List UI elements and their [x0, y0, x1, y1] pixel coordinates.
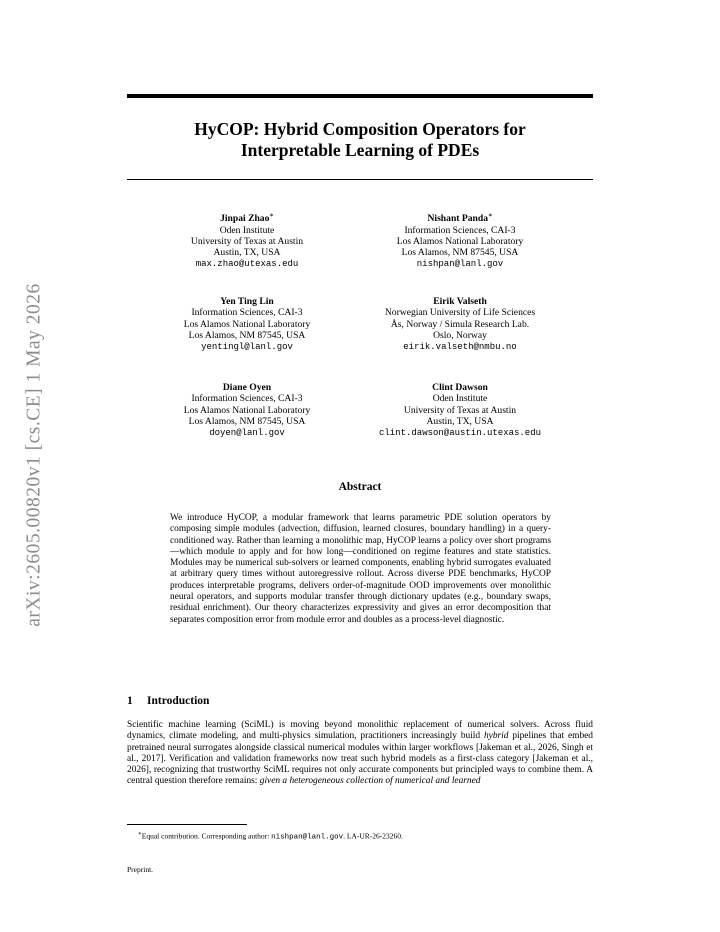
author-affiliation-line: Austin, TX, USA	[213, 247, 281, 259]
author-affiliation-line: Oden Institute	[219, 224, 275, 236]
author-mark: ∗	[269, 212, 274, 219]
author-affiliation-line: Oden Institute	[432, 393, 488, 405]
author-affiliation-line: Los Alamos National Laboratory	[396, 236, 524, 247]
author-email[interactable]: eirik.valseth@nmbu.no	[403, 341, 517, 352]
paper-title-line-1: HyCOP: Hybrid Composition Operators for	[194, 119, 526, 139]
section-number: 1	[127, 695, 133, 707]
arxiv-identifier-text: arXiv:2605.00820v1 [cs.CE] 1 May 2026	[24, 283, 45, 627]
footnote	[138, 829, 588, 843]
introduction-text: pipelines that embed pretrained neural surrogates alongside classical numerical modules within larger workflows [Jakeman et al., 2026, Singh et al., 2017]. Verification and validation frameworks now treat such hybrid models as a first-class category [Jakeman et al., 2026], recognizing that trustworthy SciML requires not only accurate components but principled ways to combine them. A central question therefore remains:	[127, 731, 593, 787]
author-affiliation-line: Los Alamos, NM 87545, USA	[188, 330, 306, 342]
footnote-rule	[127, 824, 247, 825]
author-name: Nishant Panda	[427, 213, 488, 225]
abstract-heading: Abstract	[338, 481, 382, 493]
author-email[interactable]: yentingl@lanl.gov	[201, 341, 293, 352]
introduction-emphasis: hybrid	[483, 731, 509, 742]
section-title: Introduction	[147, 695, 210, 707]
author-email[interactable]: doyen@lanl.gov	[209, 427, 285, 438]
footnote-text: . LA-UR-26-23260.	[343, 831, 403, 841]
author-block	[127, 210, 593, 450]
section-heading-introduction	[127, 695, 209, 707]
author-affiliation-line: University of Texas at Austin	[190, 236, 304, 247]
author-affiliation-line: Los Alamos National Laboratory	[183, 404, 311, 416]
arxiv-identifier-stamp	[18, 265, 52, 645]
author-name: Yen Ting Lin	[220, 296, 274, 307]
author-affiliation-line: University of Texas at Austin	[403, 404, 517, 416]
author-affiliation-line: Ås, Norway / Simula Research Lab.	[390, 318, 530, 330]
author-mark: ∗	[488, 212, 493, 219]
author-email[interactable]: nishpan@lanl.gov	[416, 258, 504, 269]
author-affiliation-line: Information Sciences, CAI-3	[191, 307, 303, 319]
author-affiliation-line: Oslo, Norway	[433, 330, 487, 342]
author-name: Jinpai Zhao	[220, 213, 270, 225]
introduction-text: Scientific machine learning (SciML) is moving beyond monolithic replacement of numerical solvers. Across fluid dynamics, climate modeling, and multi-physics simulation, practitioners increasingly build	[127, 720, 593, 742]
author-affiliation-line: Los Alamos, NM 87545, USA	[401, 247, 519, 259]
author-name: Diane Oyen	[222, 382, 272, 393]
author-email[interactable]: clint.dawson@austin.utexas.edu	[378, 427, 542, 438]
footnote-mark: ∗	[138, 831, 142, 837]
author-card	[157, 210, 337, 270]
footnote-text: Equal contribution. Corresponding author:	[141, 831, 272, 841]
author-affiliation-line: Los Alamos National Laboratory	[183, 318, 311, 330]
author-affiliation-line: Information Sciences, CAI-3	[191, 393, 303, 405]
author-card	[157, 296, 337, 353]
author-affiliation-line: Information Sciences, CAI-3	[404, 224, 516, 236]
author-card	[365, 296, 555, 353]
introduction-paragraph	[127, 720, 593, 788]
author-email[interactable]: max.zhao@utexas.edu	[195, 258, 299, 269]
abstract-body: We introduce HyCOP, a modular framework that learns parametric PDE solution operators by composing simple modules (advection, diffusion, learned closures, boundary handling) in a query-conditioned way. Rather than learning a monolithic map, HyCOP learns a policy over short programs—which module to apply and for how long—conditioned on regime features and state statistics. Modules may be numerical sub-solvers or learned components, enabling hybrid surrogates evaluated at arbitrary query times without autoregressive rollout. Across diverse PDE benchmarks, HyCOP produces interpretable programs, delivers order-of-magnitude OOD improvements over monolithic neural operators, and supports modular transfer through dictionary updates (e.g., boundary swaps, residual enrichment). Our theory characterizes expressivity and gives an error decomposition that separates composition error from module error and doubles as a process-level diagnostic.	[170, 513, 551, 625]
footnote-email[interactable]: nishpan@lanl.gov	[271, 833, 344, 842]
introduction-emphasis: given a heterogeneous collection of numerical and learned	[259, 776, 481, 787]
author-card	[365, 382, 555, 439]
paper-title-line-2: Interpretable Learning of PDEs	[240, 140, 480, 160]
author-card	[365, 210, 555, 270]
author-name: Clint Dawson	[432, 382, 488, 393]
title-bottom-rule	[127, 179, 593, 180]
author-card	[157, 382, 337, 439]
author-affiliation-line: Los Alamos, NM 87545, USA	[188, 416, 306, 428]
preprint-label: Preprint.	[127, 865, 154, 874]
paper-title	[127, 119, 593, 161]
author-name: Eirik Valseth	[433, 296, 487, 307]
author-affiliation-line: Norwegian University of Life Sciences	[384, 307, 536, 319]
author-affiliation-line: Austin, TX, USA	[426, 416, 494, 428]
title-top-rule	[127, 94, 593, 98]
